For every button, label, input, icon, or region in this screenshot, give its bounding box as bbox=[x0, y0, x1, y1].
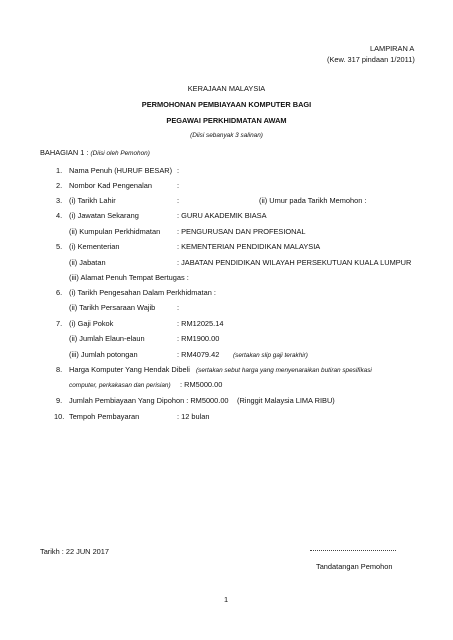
kumpulan-label: (ii) Kumpulan Perkhidmatan bbox=[69, 227, 161, 236]
jawatan-label: (i) Jawatan Sekarang bbox=[69, 211, 139, 220]
potongan-value: : RM4079.42 bbox=[177, 350, 220, 359]
tempoh-value: : 12 bulan bbox=[177, 412, 210, 421]
signature-line bbox=[310, 550, 396, 551]
item-number-6: 6. bbox=[56, 288, 63, 297]
item-number-3: 3. bbox=[56, 196, 63, 205]
item-number-5: 5. bbox=[56, 242, 63, 251]
kementerian-label: (i) Kementerian bbox=[69, 242, 120, 251]
item-number-9: 9. bbox=[56, 396, 63, 405]
item-number-1: 1. bbox=[56, 166, 63, 175]
gaji-label: (i) Gaji Pokok bbox=[69, 319, 114, 328]
jabatan-value: : JABATAN PENDIDIKAN WILAYAH PERSEKUTUAN KUALA LUMPUR bbox=[177, 258, 412, 267]
bahagian-label bbox=[40, 148, 150, 158]
elaun-label: (ii) Jumlah Elaun-elaun bbox=[69, 334, 145, 343]
bahagian-note: (Diisi oleh Pemohon) bbox=[90, 150, 150, 157]
kementerian-value: : KEMENTERIAN PENDIDIKAN MALAYSIA bbox=[177, 242, 321, 251]
persaraan-value: : bbox=[177, 303, 180, 312]
bahagian-title: BAHAGIAN 1 : bbox=[40, 148, 89, 157]
elaun-value: : RM1900.00 bbox=[177, 334, 220, 343]
kew-reference: (Kew. 317 pindaan 1/2011) bbox=[327, 55, 415, 64]
jawatan-value: : GURU AKADEMIK BIASA bbox=[177, 211, 267, 220]
tarikh-footer: Tarikh : 22 JUN 2017 bbox=[40, 547, 110, 556]
harga-label: Harga Komputer Yang Hendak Dibeli bbox=[69, 365, 190, 374]
nama-value: : bbox=[177, 166, 180, 175]
jabatan-label: (ii) Jabatan bbox=[69, 258, 106, 267]
tandatangan-label: Tandatangan Pemohon bbox=[316, 562, 393, 571]
lampiran-label: LAMPIRAN A bbox=[370, 44, 415, 53]
title-permohonan: PERMOHONAN PEMBIAYAAN KOMPUTER BAGI bbox=[141, 100, 312, 109]
item-number-8: 8. bbox=[56, 365, 63, 374]
title-diisi-note: (Diisi sebanyak 3 salinan) bbox=[190, 132, 263, 139]
nama-label: Nama Penuh (HURUF BESAR) bbox=[69, 166, 173, 175]
kumpulan-value: : PENGURUSAN DAN PROFESIONAL bbox=[177, 227, 306, 236]
jumlah-pembiayaan: Jumlah Pembiayaan Yang Dipohon : RM5000.00 bbox=[69, 396, 229, 405]
persaraan-label: (ii) Tarikh Persaraan Wajib bbox=[69, 303, 156, 312]
pengesahan-label: (i) Tarikh Pengesahan Dalam Perkhidmatan : bbox=[69, 288, 216, 297]
harga-note-continued: computer, perkakasan dan perisian) bbox=[69, 382, 171, 389]
jumlah-words: (Ringgit Malaysia LIMA RIBU) bbox=[237, 396, 335, 405]
title-kerajaan: KERAJAAN MALAYSIA bbox=[187, 84, 266, 93]
tarikh-lahir-label: (i) Tarikh Lahir bbox=[69, 196, 116, 205]
harga-value: : RM5000.00 bbox=[180, 380, 223, 389]
item-number-4: 4. bbox=[56, 211, 63, 220]
harga-note: (sertakan sebut harga yang menyenaraikan butiran spesifikasi bbox=[196, 367, 372, 374]
kp-value: : bbox=[177, 181, 180, 190]
title-pegawai: PEGAWAI PERKHIDMATAN AWAM bbox=[166, 116, 287, 125]
alamat-label: (iii) Alamat Penuh Tempat Bertugas : bbox=[69, 273, 189, 282]
item-number-2: 2. bbox=[56, 181, 63, 190]
item-number-7: 7. bbox=[56, 319, 63, 328]
item-number-10: 10. bbox=[54, 412, 65, 421]
page-number: 1 bbox=[224, 595, 229, 604]
potongan-note: (sertakan slip gaji terakhir) bbox=[233, 352, 308, 359]
potongan-label: (iii) Jumlah potongan bbox=[69, 350, 138, 359]
gaji-value: : RM12025.14 bbox=[177, 319, 224, 328]
umur-label: (ii) Umur pada Tarikh Memohon : bbox=[259, 196, 367, 205]
tempoh-label: Tempoh Pembayaran bbox=[69, 412, 140, 421]
kp-label: Nombor Kad Pengenalan bbox=[69, 181, 152, 190]
tarikh-lahir-value: : bbox=[177, 196, 180, 205]
